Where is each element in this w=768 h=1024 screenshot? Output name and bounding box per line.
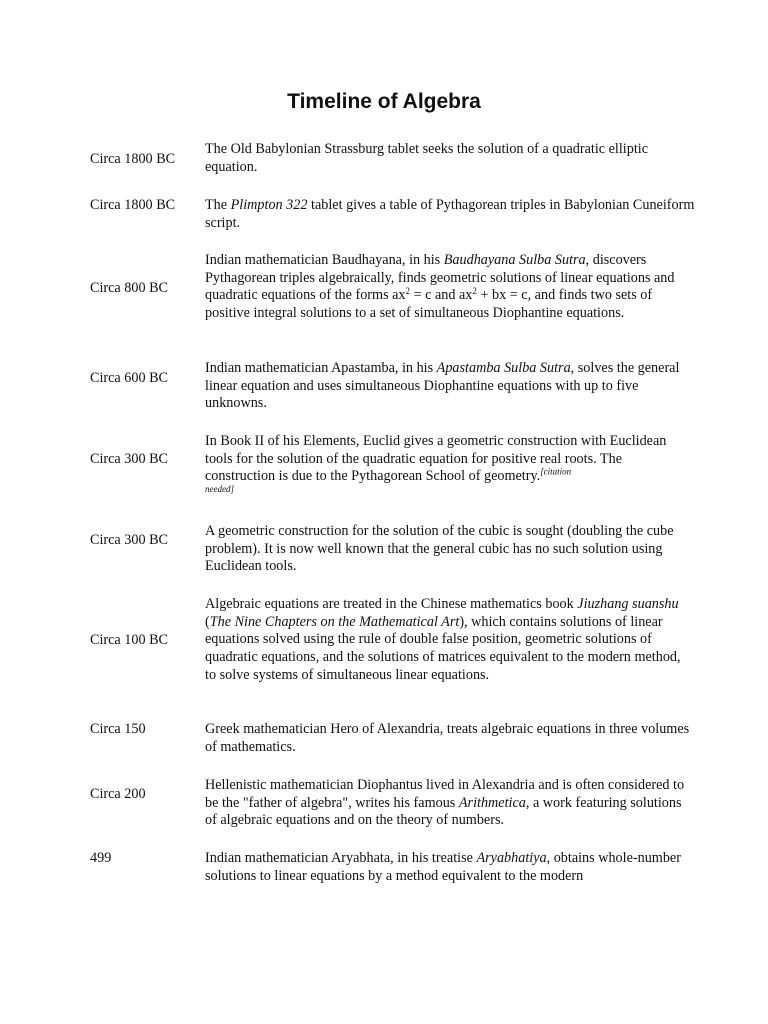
entry-description [205,596,695,685]
entry-date: Circa 600 BC [90,370,169,386]
entry-date: Circa 100 BC [90,632,169,648]
entry-italic-text: Apastamba Sulba Sutra [436,360,571,376]
entry-text: Indian mathematician Aryabhata, in his treatise [205,850,477,866]
entry-description [205,141,695,176]
entry-description [205,721,695,756]
entry-text: Indian mathematician Baudhayana, in his [205,252,444,268]
entry-italic-text: Arithmetica [458,794,526,811]
entry-date: Circa 1800 BC [90,197,176,213]
entry-italic-text: Plimpton 322 [230,197,308,213]
entry-italic-text: Jiuzhang suanshu [577,596,679,612]
entry-date: Circa 800 BC [90,280,169,296]
entry-date: Circa 150 [90,721,146,737]
entry-text: , obtains whole-number solutions to linear equations by a method equivalent to the modern [205,850,681,884]
entry-text: A geometric construction for the solution of the cubic is sought (doubling the cube problem). It is now well known that the general cubic has no such solution using Euclidean tools. [205,523,674,575]
entry-italic-text: The Nine Chapters on the Mathematical Art [209,613,460,630]
entry-text: In Book II of his Elements, Euclid gives a geometric construction with Euclidean tools for the solution of the quadratic equation for positive real roots. The construction is due to the Pythagorean School of geometry. [205,433,667,485]
entry-text: ), which contains solutions of linear equations solved using the rule of double false position, geometric solutions of quadratic equations, and the solutions of matrices equivalent to the modern method, to solve systems of simultaneous linear equations. [205,613,681,683]
page-title: Timeline of Algebra [287,90,481,113]
entry-text: ( [205,613,210,630]
entry-date: Circa 300 BC [90,451,169,467]
entry-text: Indian mathematician Apastamba, in his [205,360,437,376]
entry-text: Algebraic equations are treated in the Chinese mathematics book [205,596,578,612]
entry-text: , solves the general linear equation and uses simultaneous Diophantine equations with up to five unknowns. [205,360,680,412]
entry-description [205,252,695,323]
entry-text: , discovers Pythagorean triples algebraically, finds geometric solutions of linear equations and quadratic equations of the forms ax [205,252,675,304]
entry-date: Circa 300 BC [90,532,169,548]
entry-text: + bx = c, and finds two sets of positive integral solutions to a set of simultaneous Diophantine equations. [205,287,653,322]
entry-text: The [205,197,231,213]
entry-text: Greek mathematician Hero of Alexandria, treats algebraic equations in three volumes of mathematics. [205,721,690,755]
citation-needed [540,467,571,477]
entry-date: Circa 200 [90,786,146,802]
entry-date: 499 [90,850,112,866]
entry-description [205,777,695,830]
citation-text: needed] [205,484,234,495]
entry-text: , a work featuring solutions of algebraic equations and on the theory of numbers. [205,794,682,829]
entry-description [205,850,695,885]
entry-description [205,197,695,232]
entry-text: Hellenistic mathematician Diophantus lived in Alexandria and is often considered to be the "father of algebra", writes his famous [205,777,685,811]
entry-text: = c and ax [410,287,473,304]
entry-description [205,433,695,504]
entry-date: Circa 1800 BC [90,151,176,167]
superscript: 2 [472,286,477,297]
superscript: 2 [405,286,411,297]
entry-description [205,523,695,576]
entry-italic-text: Baudhayana Sulba Sutra [443,252,586,268]
entry-text: The Old Babylonian Strassburg tablet seeks the solution of a quadratic elliptic equation. [205,141,648,175]
entry-description [205,360,695,413]
citation-text: [citation [540,467,572,478]
entry-text: tablet gives a table of Pythagorean triples in Babylonian Cuneiform script. [205,197,695,231]
entry-italic-text: Aryabhatiya [476,850,547,866]
